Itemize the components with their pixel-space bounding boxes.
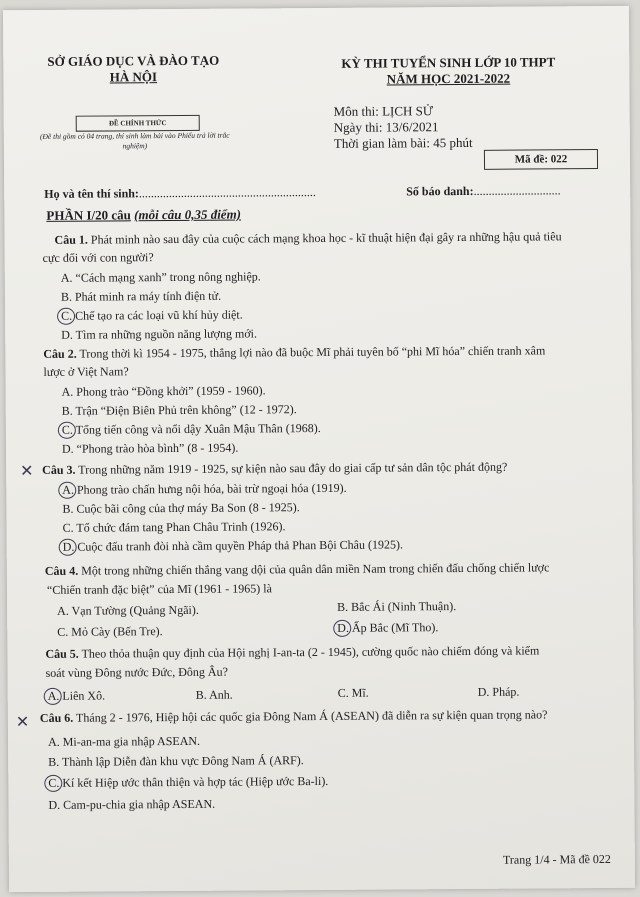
question-text: Phát minh nào sau đây của cuộc cách mạng khoa học - kĩ thuật hiện đại gây ra những hậu quả tiêu [90,229,562,247]
option-d: D. Tìm ra những nguồn năng lượng mới. [61,326,258,342]
x-mark-icon: ✕ [20,462,34,481]
school-year: NĂM HỌC 2021-2022 [386,70,511,87]
question-2-cont: lược ở Việt Nam? [43,364,129,379]
department-line2: HÀ NỘI [109,69,158,85]
exam-code: Mã đề: 022 [484,149,598,170]
id-dots: ............................. [473,183,561,198]
answer-circle [59,539,77,556]
answer-circle [58,482,76,499]
official-label: ĐỀ CHÍNH THỨC [76,115,200,132]
option-a: A. Phong trào chấn hưng nội hóa, bài trừ ngoại hóa (1919). [62,480,347,497]
option-b: B. Trận “Điện Biên Phủ trên không” (12 - 1972). [61,402,297,418]
question-1-cont: cực đối với con người? [42,250,154,265]
option-b: B. Bắc Ái (Ninh Thuận). [337,599,457,614]
question-5 [45,642,620,663]
option-b: B. Phát minh ra máy tính điện tử. [60,288,222,304]
department-line1: SỞ GIÁO DỤC VÀ ĐÀO TẠO [47,52,220,69]
question-2 [43,342,618,363]
question-1 [54,228,614,249]
page-footer: Trang 1/4 - Mã đề 022 [502,851,611,867]
duration: Thời gian làm bài: 45 phút [333,134,473,151]
option-b: B. Anh. [195,687,233,702]
question-label: Câu 3. [42,462,76,477]
option-c: C. Mỏ Cày (Bến Tre). [57,624,163,639]
option-a: A. Liên Xô. [47,688,106,703]
part-heading: PHẦN I/20 câu [46,207,131,223]
question-6 [40,706,625,727]
question-text: Theo thỏa thuận quy định của Hội nghị I-an-ta (2 - 1945), cường quốc nào chiếm đóng và kiểm [81,643,540,661]
question-label: Câu 5. [45,646,79,661]
exam-header [303,54,593,88]
option-b: B. Cuộc bãi công của thợ máy Ba Son (8 - 1925). [62,500,300,516]
question-text: Trong thời kì 1954 - 1975, thắng lợi nào đã buộc Mĩ phải tuyên bố “phi Mĩ hóa” chiến tranh xâm [79,343,546,361]
option-d: D. “Phong trào hòa bình” (8 - 1954). [61,440,239,456]
answer-circle [44,775,62,792]
option-d: D. Cuộc đấu tranh đòi nhà cầm quyền Pháp thả Phan Bội Châu (1925). [62,537,403,554]
question-label: Câu 1. [54,232,88,247]
student-info [44,183,624,202]
exam-page [3,6,635,892]
option-d: D. Ấp Bắc (Mĩ Tho). [337,620,439,635]
question-label: Câu 2. [43,346,77,361]
option-a: A. Phong trào “Đồng khởi” (1959 - 1960). [61,383,266,399]
question-text: Trong những năm 1919 - 1925, sự kiện nào sau đây do giai cấp tư sản dân tộc phát động? [78,459,508,477]
answer-circle [44,688,62,705]
question-label: Câu 6. [39,710,74,725]
question-4 [45,559,620,580]
answer-circle [333,620,351,637]
option-b: B. Thành lập Diễn đàn khu vực Đông Nam Á (ARF). [48,753,304,769]
question-label: Câu 4. [44,563,79,578]
question-text: Tháng 2 - 1976, Hiệp hội các quốc gia Đông Nam Á (ASEAN) đã diễn ra sự kiện quan trọng nào? [75,707,548,725]
answer-circle [57,308,75,325]
part-points: (mỗi câu 0,35 điểm) [134,206,242,223]
question-5-cont: soát vùng Đông nước Đức, Đông Âu? [45,664,228,680]
option-a: A. Mi-an-ma gia nhập ASEAN. [47,733,201,749]
exam-title: KỲ THI TUYỂN SINH LỚP 10 THPT [341,54,556,71]
question-4-cont: “Chiến tranh đặc biệt” của Mĩ (1961 - 1965) là [46,581,272,597]
id-label: Số báo danh: [406,183,474,199]
question-text: Một trong những chiến thắng vang dội của quân dân miền Nam trong chiến đấu chống chiến lược [81,560,550,578]
option-a: A. Vạn Tường (Quảng Ngãi). [57,602,199,618]
exam-info [334,102,594,152]
name-dots: ........................................................... [138,185,316,201]
option-c: C. Mĩ. [337,685,369,700]
option-c: C. Chế tạo ra các loại vũ khí hủy diệt. [61,307,243,323]
department-header [23,53,243,87]
question-3 [42,458,617,479]
option-c: C. Tổng tiến công và nổi dậy Xuân Mậu Thân (1968). [61,420,321,437]
option-c: C. Kí kết Hiệp ước thân thiện và hợp tác (Hiệp ước Ba-li). [48,773,329,790]
official-note: (Đề thi gồm có 04 trang, thí sinh làm bài vào Phiếu trả lời trắc nghiệm) [39,130,230,151]
option-d: D. Cam-pu-chia gia nhập ASEAN. [48,796,216,812]
name-label: Họ và tên thí sinh: [44,186,139,201]
exam-date: Ngày thi: 13/6/2021 [333,119,439,135]
x-mark-icon: ✕ [15,714,30,732]
answer-circle [58,422,76,439]
part-title [46,207,241,224]
option-c: C. Tổ chức đám tang Phan Châu Trinh (1926). [62,519,286,535]
option-d: D. Pháp. [477,684,520,699]
option-a: A. “Cách mạng xanh” trong nông nghiệp. [60,269,261,285]
id-field [406,183,560,199]
subject: Môn thi: LỊCH SỬ [333,103,433,119]
